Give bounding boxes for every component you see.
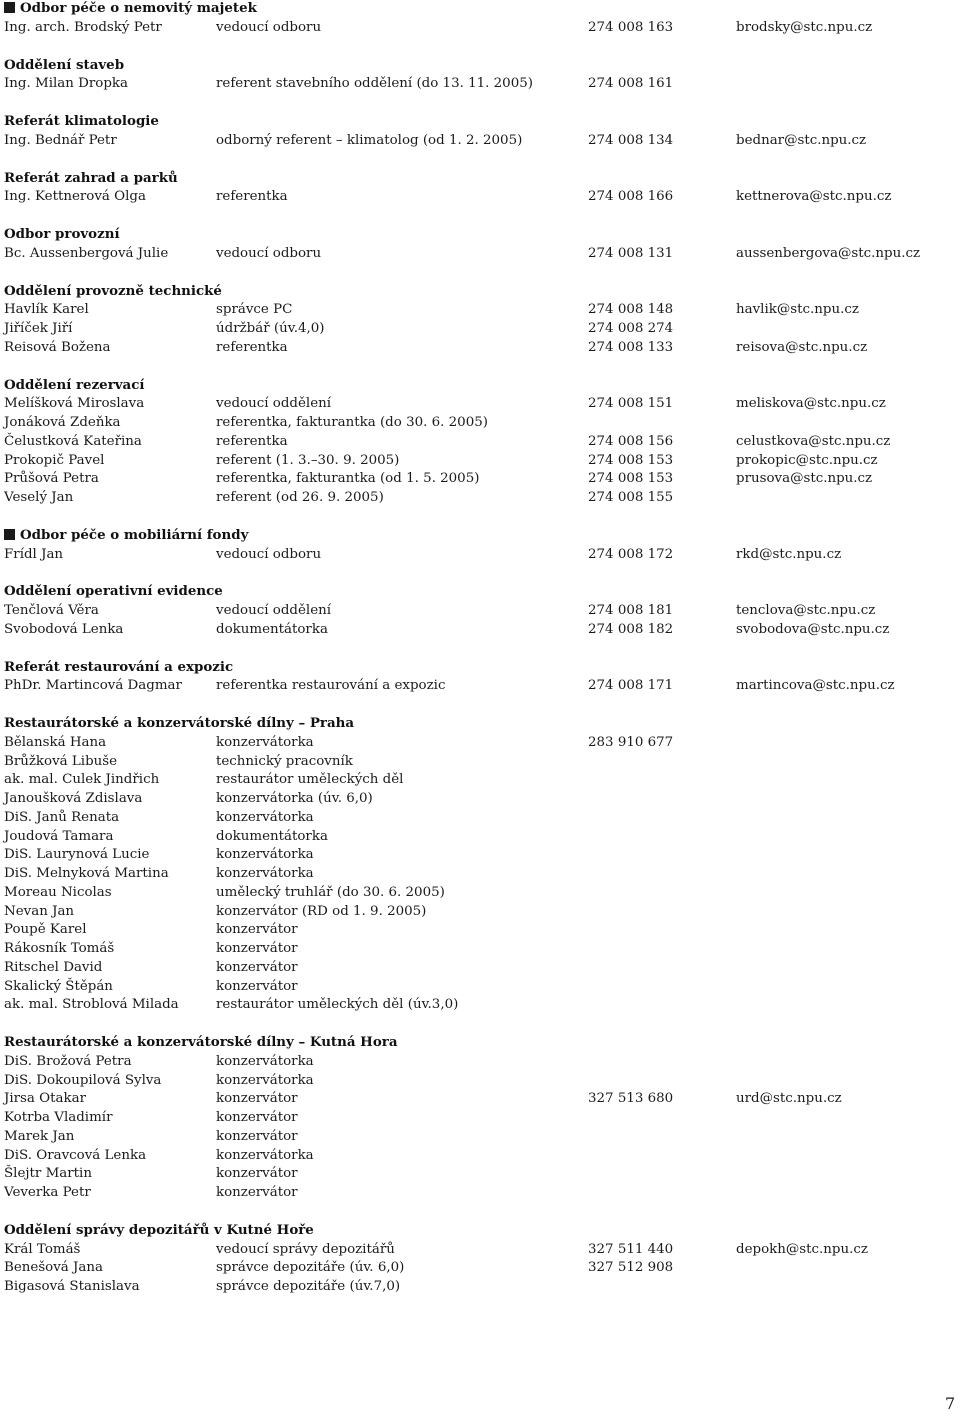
staff-name: Moreau Nicolas [4,884,112,900]
staff-role: konzervátor [216,1166,298,1182]
staff-role: vedoucí správy depozitářů [216,1241,395,1257]
staff-role: správce PC [216,302,293,318]
staff-role: konzervátor (RD od 1. 9. 2005) [216,903,427,919]
staff-name: DiS. Laurynová Lucie [4,847,150,863]
staff-role: konzervátorka [216,1072,314,1088]
staff-name: Bigasová Stanislava [4,1279,140,1294]
section-heading [4,1221,314,1240]
staff-name: Joudová Tamara [4,828,114,844]
staff-email[interactable]: rkd@stc.npu.cz [736,546,842,562]
staff-name: Kotrba Vladimír [4,1110,113,1125]
staff-phone: 274 008 151 [588,396,674,412]
staff-role: dokumentátorka [216,621,328,637]
page-number: 7 [945,1394,956,1413]
staff-name: Ing. Kettnerová Olga [4,189,146,205]
staff-name: Nevan Jan [4,903,75,919]
staff-role: konzervátor [216,978,298,994]
staff-name: Reisová Božena [4,339,111,355]
staff-name: Marek Jan [4,1128,75,1144]
section-title: Oddělení staveb [4,56,125,73]
staff-email[interactable]: tenclova@stc.npu.cz [736,603,876,618]
section-heading [4,714,354,733]
staff-name: DiS. Oravcová Lenka [4,1147,147,1163]
staff-name: Ing. Milan Dropka [4,76,129,92]
square-bullet-icon [4,529,15,540]
staff-name: Benešová Jana [4,1260,104,1276]
staff-phone: 274 008 274 [588,321,674,336]
staff-role: umělecký truhlář (do 30. 6. 2005) [216,884,445,900]
section-heading [4,282,222,301]
staff-role: konzervátor [216,1091,298,1107]
section-title: Referát zahrad a parků [4,169,178,186]
staff-phone: 327 512 908 [588,1260,674,1276]
staff-phone: 274 008 153 [588,471,674,487]
staff-name: Průšová Petra [4,471,99,487]
staff-name: Král Tomáš [4,1241,81,1257]
staff-name: Tenčlová Věra [4,603,99,618]
staff-role: konzervátor [216,1128,298,1144]
staff-role: referentka [216,433,288,449]
section-title: Oddělení provozně technické [4,282,222,299]
staff-name: DiS. Janů Renata [4,809,120,825]
staff-role: konzervátorka [216,734,314,750]
staff-email[interactable]: martincova@stc.npu.cz [736,678,895,694]
staff-name: Svobodová Lenka [4,621,124,637]
staff-role: konzervátorka [216,1053,314,1069]
staff-name: ak. mal. Stroblová Milada [4,997,179,1013]
staff-phone: 274 008 133 [588,339,674,355]
staff-name: Prokopič Pavel [4,452,105,468]
section-heading [4,376,144,395]
staff-role: referentka restaurování a expozic [216,678,446,694]
staff-name: Bc. Aussenbergová Julie [4,245,169,261]
staff-email[interactable]: prokopic@stc.npu.cz [736,452,878,468]
staff-role: referentka [216,189,288,205]
section-title: Odbor péče o nemovitý majetek [20,0,257,16]
staff-email[interactable]: svobodova@stc.npu.cz [736,621,890,637]
staff-role: konzervátorka [216,809,314,825]
staff-name: ak. mal. Culek Jindřich [4,772,160,788]
staff-phone: 274 008 153 [588,452,674,468]
staff-email[interactable]: havlik@stc.npu.cz [736,302,859,318]
staff-name: Jonáková Zdeňka [4,415,121,430]
section-title: Oddělení rezervací [4,376,145,393]
staff-phone: 274 008 163 [588,19,674,35]
staff-name: Janoušková Zdislava [4,791,143,806]
staff-name: Rákosník Tomáš [4,941,115,956]
section-heading [4,112,159,131]
staff-phone: 274 008 182 [588,621,674,637]
staff-role: restaurátor uměleckých děl (úv.3,0) [216,997,459,1013]
staff-name: Melíšková Miroslava [4,396,145,412]
staff-name: Čelustková Kateřina [4,433,142,449]
staff-name: Jiříček Jiří [4,321,73,336]
staff-name: PhDr. Martincová Dagmar [4,678,182,694]
staff-name: Ing. Bednář Petr [4,132,117,148]
staff-email[interactable]: aussenbergova@stc.npu.cz [736,245,921,261]
department-heading [4,0,257,18]
staff-email[interactable]: bednar@stc.npu.cz [736,132,867,148]
staff-role: vedoucí odboru [216,19,322,35]
section-heading [4,582,223,601]
staff-role: referent (1. 3.–30. 9. 2005) [216,452,400,468]
square-bullet-icon [4,2,15,13]
staff-name: Bělanská Hana [4,734,107,750]
staff-name: Ing. arch. Brodský Petr [4,19,162,35]
staff-phone: 274 008 131 [588,245,674,261]
staff-phone: 327 513 680 [588,1091,674,1107]
staff-role: správce depozitáře (úv. 6,0) [216,1260,405,1276]
section-title: Restaurátorské a konzervátorské dílny – Praha [4,715,355,731]
staff-role: referentka, fakturantka (do 30. 6. 2005) [216,415,488,430]
staff-role: restaurátor uměleckých děl [216,772,404,788]
section-title: Referát klimatologie [4,113,159,129]
staff-name: Skalický Štěpán [4,978,113,994]
staff-role: vedoucí odboru [216,245,322,261]
staff-name: DiS. Melnyková Martina [4,866,169,881]
staff-phone: 274 008 181 [588,603,674,618]
staff-role: konzervátor [216,1185,298,1200]
staff-name: Brůžková Libuše [4,753,118,769]
staff-name: Jirsa Otakar [4,1091,87,1107]
staff-role: vedoucí oddělení [216,603,332,618]
staff-phone: 274 008 171 [588,678,674,694]
staff-phone: 274 008 166 [588,189,674,205]
staff-role: konzervátorka [216,847,314,863]
staff-phone: 274 008 155 [588,490,674,505]
section-heading [4,1033,398,1052]
staff-phone: 274 008 156 [588,433,674,449]
staff-role: konzervátorka [216,866,314,881]
staff-email[interactable]: meliskova@stc.npu.cz [736,396,886,412]
staff-email[interactable]: urd@stc.npu.cz [736,1091,842,1107]
staff-role: správce depozitáře (úv.7,0) [216,1279,401,1294]
staff-name: Ritschel David [4,959,103,975]
staff-name: Šlejtr Martin [4,1166,92,1182]
staff-email[interactable]: brodsky@stc.npu.cz [736,19,873,35]
department-heading [4,526,248,545]
staff-role: referent (od 26. 9. 2005) [216,490,384,505]
staff-name: Poupě Karel [4,922,87,938]
staff-name: DiS. Dokoupilová Sylva [4,1072,162,1088]
section-heading [4,56,124,75]
staff-email[interactable]: prusova@stc.npu.cz [736,471,873,487]
staff-role: technický pracovník [216,753,353,769]
staff-phone: 327 511 440 [588,1241,674,1257]
staff-phone: 274 008 134 [588,132,674,148]
staff-name: Veverka Petr [4,1185,91,1200]
staff-role: dokumentátorka [216,828,328,844]
staff-role: údržbář (úv.4,0) [216,321,325,336]
staff-name: Frídl Jan [4,546,64,562]
section-title: Restaurátorské a konzervátorské dílny – Kutná Hora [4,1034,398,1050]
staff-role: konzervátor [216,941,298,956]
staff-name: DiS. Brožová Petra [4,1053,132,1069]
staff-name: Havlík Karel [4,302,89,318]
staff-role: konzervátorka [216,1147,314,1163]
section-heading [4,658,233,677]
staff-role: konzervátorka (úv. 6,0) [216,791,373,806]
staff-email[interactable]: celustkova@stc.npu.cz [736,433,891,449]
section-heading [4,169,178,188]
staff-name: Veselý Jan [4,490,74,505]
staff-role: konzervátor [216,959,298,975]
section-title: Referát restaurování a expozic [4,658,234,675]
section-title: Odbor provozní [4,226,120,242]
staff-email[interactable]: kettnerova@stc.npu.cz [736,189,892,205]
staff-role: vedoucí oddělení [216,396,332,412]
staff-email[interactable]: depokh@stc.npu.cz [736,1241,868,1257]
section-title: Odbor péče o mobiliární fondy [20,526,249,543]
staff-phone: 274 008 172 [588,546,674,562]
staff-phone: 274 008 161 [588,76,674,92]
staff-phone: 283 910 677 [588,734,674,750]
staff-phone: 274 008 148 [588,302,674,318]
staff-role: vedoucí odboru [216,546,322,562]
staff-role: referent stavebního oddělení (do 13. 11. 2005) [216,76,533,92]
section-title: Oddělení operativní evidence [4,583,223,600]
section-title: Oddělení správy depozitářů v Kutné Hoře [4,1221,314,1238]
staff-role: konzervátor [216,922,298,938]
staff-role: referentka [216,339,288,355]
staff-email[interactable]: reisova@stc.npu.cz [736,339,868,355]
staff-role: referentka, fakturantka (od 1. 5. 2005) [216,471,480,487]
staff-role: konzervátor [216,1110,298,1125]
section-heading [4,225,120,244]
staff-role: odborný referent – klimatolog (od 1. 2. 2005) [216,132,523,148]
